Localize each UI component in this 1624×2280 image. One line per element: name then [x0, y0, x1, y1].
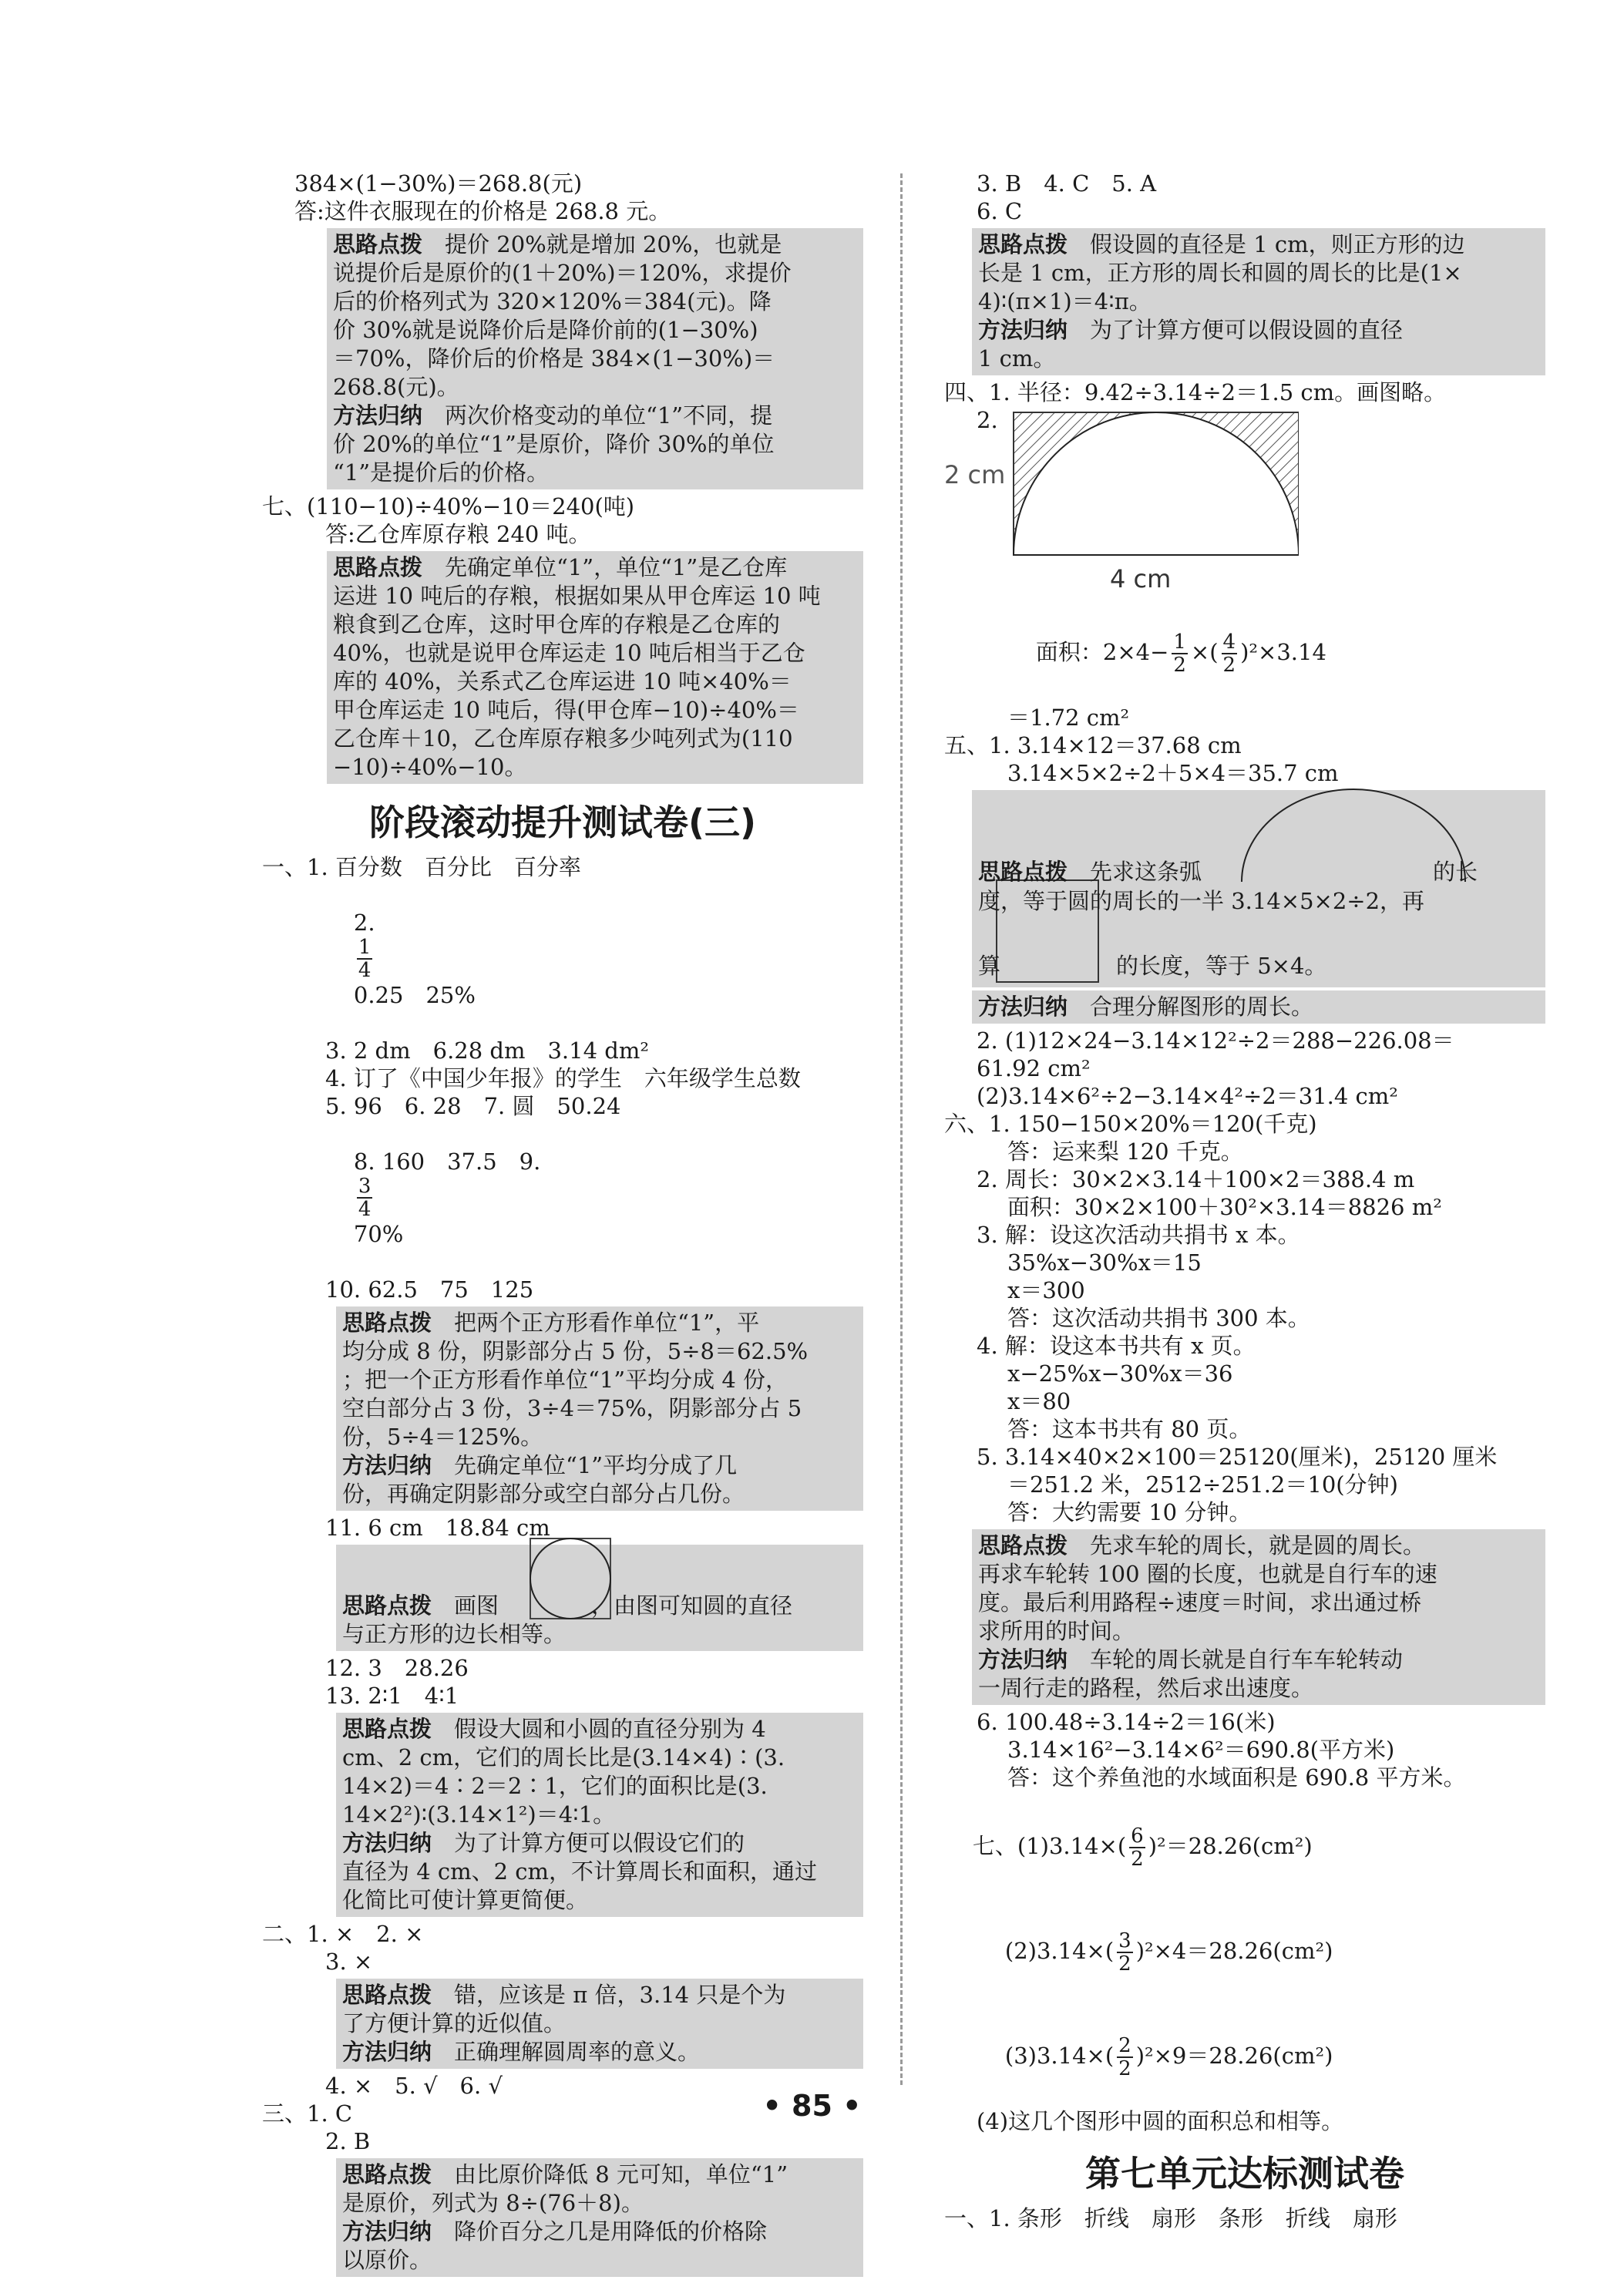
tip-text: 价 30%就是说降价后是降价前的(1−30%)	[333, 317, 758, 343]
fraction: $\frac{3}{2}$	[1118, 1929, 1131, 1976]
tip-text: 乙仓库＋10，乙仓库原存粮多少吨列式为(110	[333, 725, 793, 752]
tip-tag: 思路点拨	[342, 1310, 432, 1336]
answer-line: 4. 订了《中国少年报》的学生 六年级学生总数	[325, 1065, 801, 1091]
answer-line: 四、1. 半径：9.42÷3.14÷2＝1.5 cm。画图略。	[944, 379, 1447, 405]
fraction: $\frac{1}{4}$	[358, 936, 372, 982]
tip-text: 14×2²)∶(3.14×1²)＝4∶1。	[342, 1801, 616, 1828]
method-text: 降价百分之几是用降低的价格除	[454, 2218, 768, 2245]
answer-line: 面积：30×2×100＋30²×3.14＝8826 m²	[1007, 1194, 1442, 1220]
section-title: 阶段滚动提升测试卷(三)	[368, 802, 757, 843]
tip-text: 说提价后是原价的(1＋20%)＝120%，求提价	[333, 260, 792, 286]
method-text: “1”是提价后的价格。	[333, 459, 550, 486]
tip-text: 了方便计算的近似值。	[342, 2010, 567, 2036]
answer-line: 五、1. 3.14×12＝37.68 cm	[944, 732, 1242, 758]
tip-text: 求所用的时间。	[978, 1618, 1135, 1644]
tip-box	[336, 1545, 863, 1651]
answer-line: 8. 160 37.5 9. $\frac{3}{4}$ 70%	[353, 1148, 541, 1247]
answer-line: 61.92 cm²	[977, 1055, 1091, 1081]
tip-text: 提价 20%就是增加 20%，也就是	[445, 231, 782, 257]
tip-text: 40%，也就是说甲仓库运走 10 吨后相当于乙仓	[333, 640, 805, 666]
tip-text: 再求车轮转 100 圈的长度，也就是自行车的速	[978, 1561, 1437, 1587]
method-text: 先确定单位“1”平均分成了几	[454, 1452, 738, 1478]
tip-box	[327, 228, 863, 489]
tip-box	[336, 1979, 863, 2069]
tip-text: 错，应该是 π 倍，3.14 只是个为	[454, 1982, 786, 2008]
tip-text: 长是 1 cm，正方形的周长和圆的周长的比是(1×	[978, 260, 1462, 286]
fraction: $\frac{3}{4}$	[358, 1175, 372, 1221]
method-tag: 方法归纳	[978, 1646, 1068, 1673]
answer-line: x＝300	[1007, 1277, 1085, 1303]
answer-line: 答：这个养鱼池的水域面积是 690.8 平方米。	[1007, 1764, 1466, 1791]
fraction: $\frac{4}{2}$	[1222, 631, 1236, 677]
tip-box	[336, 1306, 863, 1511]
method-text: 一周行走的路程，然后求出速度。	[978, 1675, 1314, 1701]
text-line: 答:这件衣服现在的价格是 268.8 元。	[294, 198, 671, 224]
answer-line: x＝80	[1007, 1388, 1071, 1414]
answer-line: 三、1. C	[262, 2100, 353, 2127]
method-text: 1 cm。	[978, 345, 1056, 372]
answer-line: 3.14×16²−3.14×6²＝690.8(平方米)	[1007, 1737, 1395, 1763]
semicircle-figure-block	[944, 406, 1545, 599]
tip-box	[336, 2158, 863, 2277]
tip-text: 空白部分占 3 份，3÷4＝75%，阴影部分占 5	[342, 1395, 802, 1421]
method-text: 为了计算方便可以假设它们的	[454, 1830, 745, 1856]
tip-box	[327, 551, 863, 784]
answer-line: 4. 解：设这本书共有 x 页。	[977, 1333, 1256, 1359]
answer-line: 3. 2 dm 6.28 dm 3.14 dm²	[325, 1037, 649, 1064]
answer-line: 2. (1)12×24−3.14×12²÷2＝288−226.08＝	[977, 1027, 1454, 1054]
method-tag: 方法归纳	[978, 994, 1068, 1020]
tip-tag: 思路点拨	[978, 231, 1068, 257]
figure-width-label: 4 cm	[1110, 564, 1172, 594]
tip-text: 由比原价降低 8 元可知，单位“1”	[454, 2161, 788, 2188]
answer-line: 10. 62.5 75 125	[325, 1276, 534, 1303]
answer-line: 答：大约需要 10 分钟。	[1007, 1499, 1252, 1525]
semicircle-in-rectangle-figure	[990, 411, 1299, 557]
answer-line: 6. C	[977, 198, 1023, 224]
method-tag: 方法归纳	[333, 402, 423, 429]
tip-tag: 思路点拨	[333, 554, 423, 580]
tip-box	[972, 228, 1545, 375]
answer-line: ＝1.72 cm²	[1007, 705, 1130, 731]
answer-line: 七、(1)3.14×( $\frac{6}{2}$ )²＝28.26(cm²)	[972, 1824, 1313, 1871]
answer-line: 5. 96 6. 28 7. 圆 50.24	[325, 1093, 621, 1119]
tip-text: 后的价格列式为 320×120%＝384(元)。降	[333, 288, 772, 314]
tip-text: 假设大圆和小圆的直径分别为 4	[454, 1716, 766, 1742]
fraction: $\frac{6}{2}$	[1131, 1824, 1144, 1871]
tip-text: 先求车轮的周长，就是圆的周长。	[1090, 1532, 1426, 1559]
tip-text: ＝70%，降价后的价格是 384×(1−30%)＝	[333, 345, 775, 372]
tip-text: 与正方形的边长相等。	[342, 1621, 567, 1647]
method-tag: 方法归纳	[978, 317, 1068, 343]
section-title: 第七单元达标测试卷	[1085, 2153, 1404, 2194]
tip-text: 份，5÷4＝125%。	[342, 1424, 543, 1450]
tip-box	[972, 790, 1545, 987]
method-tag: 方法归纳	[342, 1830, 432, 1856]
right-column	[944, 170, 1545, 2232]
answer-line: x−25%x−30%x＝36	[1007, 1360, 1233, 1387]
answer-line: 6. 100.48÷3.14÷2＝16(米)	[977, 1709, 1276, 1735]
tip-text: 算	[978, 953, 1001, 979]
answer-line: 3. B 4. C 5. A	[977, 170, 1157, 197]
tip-text: 画图	[454, 1592, 499, 1619]
answer-line: 11. 6 cm 18.84 cm	[325, 1515, 550, 1541]
answer-line: (2)3.14×6²÷2−3.14×4²÷2＝31.4 cm²	[977, 1083, 1398, 1109]
tip-text: 度，等于圆的周长的一半 3.14×5×2÷2，再	[978, 888, 1425, 914]
figure-height-label: 2 cm	[944, 460, 1006, 489]
column-divider	[900, 173, 903, 2085]
tip-text: 假设圆的直径是 1 cm，则正方形的边	[1090, 231, 1465, 257]
answer-line: ＝251.2 米，2512÷251.2＝10(分钟)	[1007, 1471, 1398, 1498]
method-text: 两次价格变动的单位“1”不同，提	[445, 402, 773, 429]
tip-text: cm、2 cm，它们的周长比是(3.14×4)∶(3.	[342, 1744, 785, 1771]
answer-line: 一、1. 百分数 百分比 百分率	[262, 854, 581, 880]
tip-text: ；把一个正方形看作单位“1”平均分成 4 份，	[342, 1367, 788, 1393]
page-number: • 85 •	[762, 2089, 862, 2123]
tip-tag: 思路点拨	[342, 1982, 432, 2008]
fraction: $\frac{1}{2}$	[1173, 631, 1186, 677]
method-tag: 方法归纳	[342, 2039, 432, 2065]
tip-text: 268.8(元)。	[333, 374, 459, 400]
answer-line: 2. $\frac{1}{4}$ 0.25 25%	[353, 910, 476, 1008]
tip-text: 先求这条弧	[1090, 859, 1202, 885]
method-text: 车轮的周长就是自行车车轮转动	[1090, 1646, 1404, 1673]
method-tag: 方法归纳	[342, 2218, 432, 2245]
tip-text: 的长	[1433, 859, 1478, 885]
tip-text: −10)÷40%−10。	[333, 754, 527, 780]
tip-text: 均分成 8 份，阴影部分占 5 份，5÷8＝62.5%	[342, 1338, 809, 1364]
answer-line: 答：这本书共有 80 页。	[1007, 1416, 1252, 1442]
method-text: 合理分解图形的周长。	[1090, 994, 1314, 1020]
tip-tag: 思路点拨	[978, 1532, 1068, 1559]
method-text: 化简比可使计算更简便。	[342, 1887, 589, 1913]
tip-text: 运进 10 吨后的存粮，根据如果从甲仓库运 10 吨	[333, 583, 821, 609]
answer-line: (4)这几个图形中圆的面积总和相等。	[977, 2108, 1344, 2134]
method-text: 为了计算方便可以假设圆的直径	[1090, 317, 1404, 343]
tip-text: 甲仓库运走 10 吨后，得(甲仓库−10)÷40%＝	[333, 697, 799, 723]
answer-line: 二、1. × 2. ×	[262, 1921, 424, 1947]
answer-line: 七、(110−10)÷40%−10＝240(吨)	[262, 493, 635, 520]
tip-tag: 思路点拨	[342, 2161, 432, 2188]
answer-line: 35%x−30%x＝15	[1007, 1249, 1202, 1276]
answer-line: 答：这次活动共捐书 300 本。	[1007, 1305, 1310, 1331]
answer-line: 2.	[977, 407, 998, 433]
method-box	[972, 990, 1545, 1024]
left-column	[262, 170, 863, 2280]
tip-box	[336, 1713, 863, 1917]
answer-line: 答：运来梨 120 千克。	[1007, 1138, 1243, 1165]
answer-line: 答:乙仓库原存粮 240 吨。	[325, 521, 591, 547]
answer-line: (3)3.14×( $\frac{2}{2}$ )²×9＝28.26(cm²)	[1004, 2034, 1333, 2080]
tip-text: 的长度，等于 5×4。	[1116, 953, 1327, 979]
answer-line: 5. 3.14×40×2×100＝25120(厘米)，25120 厘米	[977, 1444, 1498, 1470]
answer-line: 3. ×	[325, 1949, 373, 1975]
circle-in-square-figure	[529, 1537, 621, 1623]
tip-text: 4)∶(π×1)＝4∶π。	[978, 288, 1152, 314]
method-text: 份，再确定阴影部分或空白部分占几份。	[342, 1481, 745, 1507]
answer-line: 面积：2×4− $\frac{1}{2}$ ×( $\frac{4}{2}$ )²×3.14	[1035, 631, 1326, 677]
answer-line: 2. 周长：30×2×3.14＋100×2＝388.4 m	[977, 1166, 1415, 1192]
tip-text: 把两个正方形看作单位“1”，平	[454, 1310, 760, 1336]
answer-line: 3.14×5×2÷2＋5×4＝35.7 cm	[1007, 760, 1339, 786]
tip-text: 14×2)＝4∶2＝2∶1，它们的面积比是(3.	[342, 1773, 768, 1799]
answer-line: 13. 2∶1 4∶1	[325, 1683, 459, 1709]
answer-line: (2)3.14×( $\frac{3}{2}$ )²×4＝28.26(cm²)	[1004, 1929, 1333, 1976]
answer-line: 2. B	[325, 2128, 371, 2154]
method-text: 直径为 4 cm、2 cm，不计算周长和面积，通过	[342, 1858, 818, 1885]
answer-line: 六、1. 150−150×20%＝120(千克)	[944, 1111, 1317, 1137]
tip-text: 度。最后利用路程÷速度＝时间，求出通过桥	[978, 1589, 1422, 1616]
text-line: 384×(1−30%)＝268.8(元)	[294, 170, 583, 197]
tip-box	[972, 1529, 1545, 1705]
answer-line: 一、1. 条形 折线 扇形 条形 折线 扇形	[944, 2205, 1397, 2231]
tip-tag: 思路点拨	[342, 1592, 432, 1619]
tip-text: ，由图可知圆的直径	[591, 1592, 793, 1619]
answer-line: 12. 3 28.26	[325, 1655, 469, 1681]
method-tag: 方法归纳	[342, 1452, 432, 1478]
answer-line: 3. 解：设这次活动共捐书 x 本。	[977, 1222, 1300, 1248]
fraction: $\frac{2}{2}$	[1118, 2034, 1131, 2080]
answer-line: 4. × 5. √ 6. √	[325, 2073, 503, 2099]
method-text: 正确理解圆周率的意义。	[454, 2039, 701, 2065]
tip-tag: 思路点拨	[333, 231, 423, 257]
method-text: 以原价。	[342, 2247, 432, 2273]
tip-text: 粮食到乙仓库，这时甲仓库的存粮是乙仓库的	[333, 611, 781, 637]
method-text: 价 20%的单位“1”是原价，降价 30%的单位	[333, 431, 775, 457]
tip-text: 是原价，列式为 8÷(76＋8)。	[342, 2190, 644, 2216]
tip-tag: 思路点拨	[342, 1716, 432, 1742]
tip-tag: 思路点拨	[978, 859, 1068, 885]
tip-text: 库的 40%，关系式乙仓库运进 10 吨×40%＝	[333, 668, 792, 694]
tip-text: 先确定单位“1”，单位“1”是乙仓库	[445, 554, 788, 580]
